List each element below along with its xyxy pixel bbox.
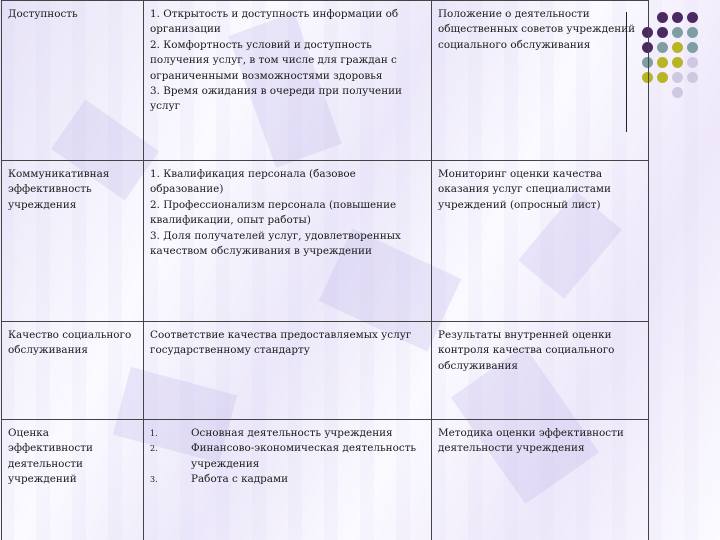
decorative-dot <box>672 27 683 38</box>
decorative-dot <box>672 12 683 23</box>
decorative-dot <box>672 72 683 83</box>
indicators-cell <box>144 420 432 540</box>
indicator-item: 3. Доля получателей услуг, удовлетворенных качеством обслуживания в учреждении <box>150 229 401 258</box>
table-row <box>2 420 649 540</box>
decorative-dot <box>687 27 698 38</box>
indicator-item: 1. Квалификация персонала (базовое образование) <box>150 168 356 196</box>
table-row <box>2 1 649 161</box>
numbered-item: 1. Основная деятельность учреждения <box>150 427 393 439</box>
decorative-dot <box>687 42 698 53</box>
indicator-item: 2. Профессионализм персонала (повышение квалификации, опыт работы) <box>150 198 397 227</box>
criteria-table <box>1 0 649 540</box>
numbered-item: 3. Работа с кадрами <box>150 473 289 486</box>
indicator-item: 3. Время ожидания в очереди при получении услуг <box>150 85 402 113</box>
table-row <box>2 161 649 322</box>
decorative-dot-grid <box>640 10 720 120</box>
decorative-dot <box>657 27 668 38</box>
numbered-list <box>150 426 425 488</box>
indicators-cell <box>144 322 432 420</box>
criterion-cell: Коммуникативная эффективность учреждения <box>2 161 144 322</box>
numbered-item: 2. Финансово-экономическая деятельность учреждения <box>150 442 417 470</box>
decorative-dot <box>687 12 698 23</box>
decorative-dot <box>657 42 668 53</box>
decorative-dot <box>687 57 698 68</box>
table-row <box>2 322 649 420</box>
indicator-item: Соответствие качества предоставляемых услуг государственному стандарту <box>150 329 412 357</box>
method-cell: Мониторинг оценки качества оказания услуг специалистами учреждений (опросный лист) <box>432 161 649 322</box>
indicator-item: 1. Открытость и доступность информации об организации <box>150 8 399 36</box>
criterion-cell: Доступность <box>2 1 144 161</box>
indicators-cell <box>144 1 432 161</box>
method-cell: Результаты внутренней оценки контроля качества социального обслуживания <box>432 322 649 420</box>
indicators-cell <box>144 161 432 322</box>
criterion-cell: Качество социального обслуживания <box>2 322 144 420</box>
decorative-dot <box>657 12 668 23</box>
criterion-cell: Оценка эффективности деятельности учреждений <box>2 420 144 540</box>
decorative-dot <box>672 87 683 98</box>
decorative-dot <box>672 42 683 53</box>
decorative-dot <box>672 57 683 68</box>
method-cell: Методика оценки эффективности деятельности учреждения <box>432 420 649 540</box>
method-cell: Положение о деятельности общественных советов учреждений социального обслуживания <box>432 1 649 161</box>
decorative-dot <box>657 72 668 83</box>
decorative-dot <box>657 57 668 68</box>
decorative-dot <box>687 72 698 83</box>
indicator-item: 2. Комфортность условий и доступность получения услуг, в том числе для граждан с ограниченными возможностями здоровья <box>150 38 397 82</box>
